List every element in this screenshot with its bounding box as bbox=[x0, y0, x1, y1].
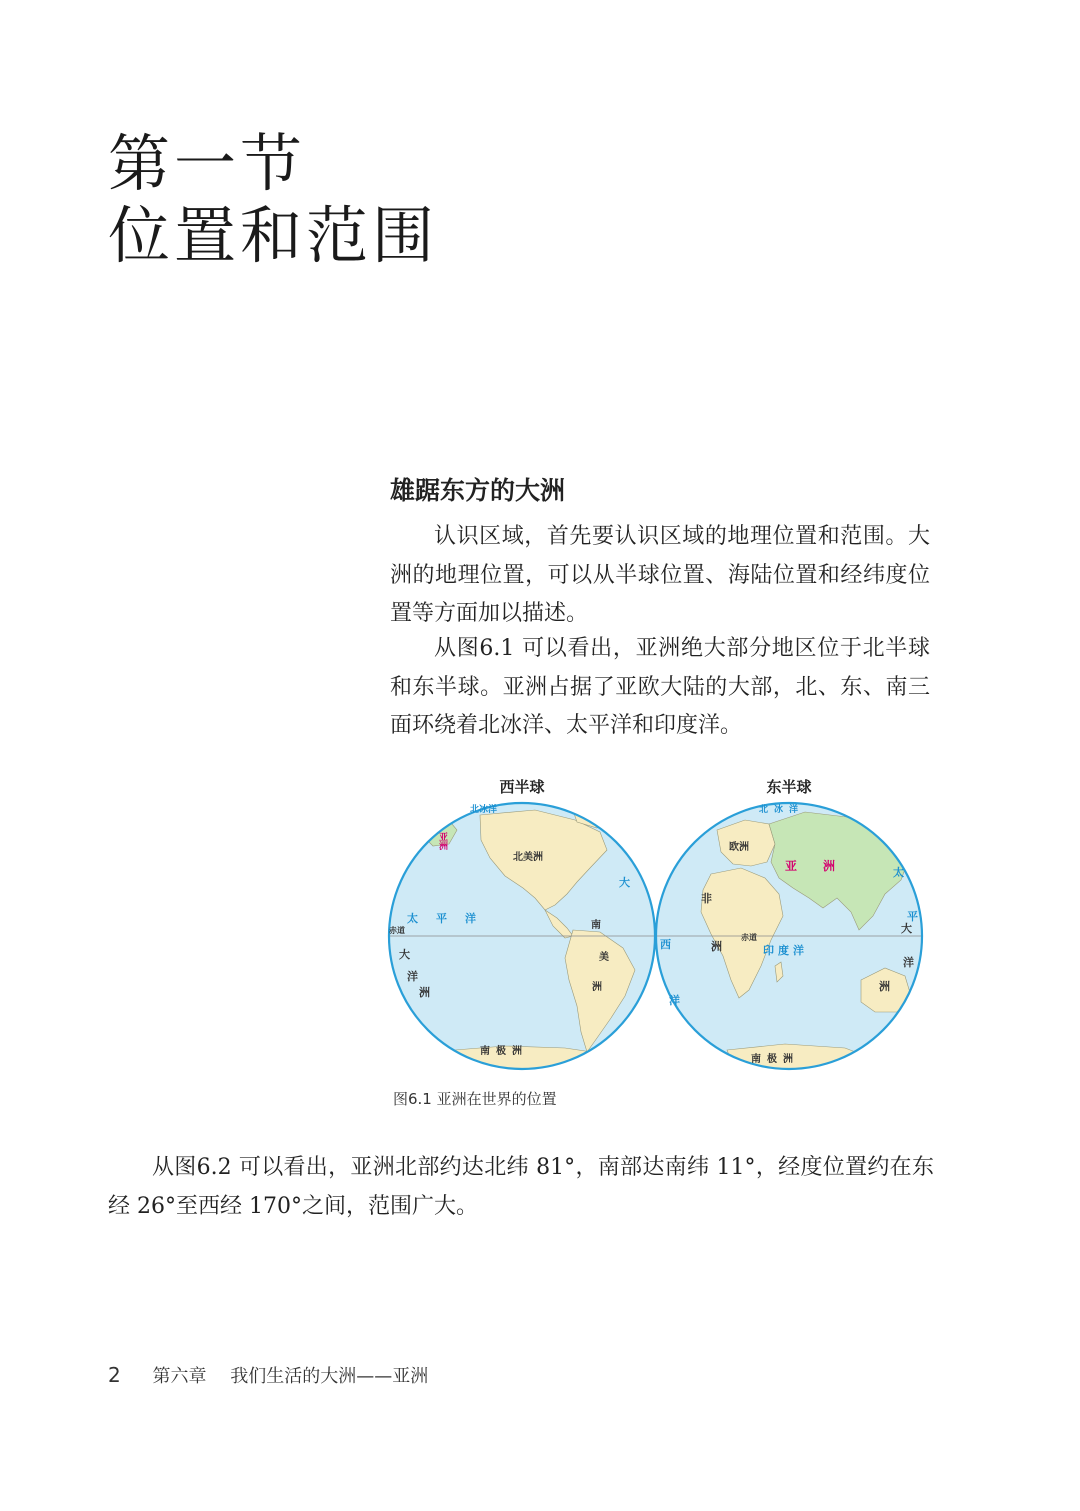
footer-chapter: 第六章 bbox=[152, 1366, 207, 1387]
eastern-hemisphere bbox=[656, 803, 922, 1070]
world-hemispheres-map bbox=[385, 770, 930, 1080]
map-label-pacific-east-3: 大 bbox=[901, 922, 912, 935]
map-label-pacific-east-2: 平 bbox=[907, 910, 918, 923]
body-paragraph: 从图6.1 可以看出，亚洲绝大部分地区位于北半球和东半球。亚洲占据了亚欧大陆的大部，北、东、南三面环绕着北冰洋、太平洋和印度洋。 bbox=[390, 636, 930, 738]
map-label-indian-ocean: 印度洋 bbox=[763, 944, 808, 957]
map-label-south-america-1: 南 bbox=[591, 920, 601, 931]
figure-caption: 图6.1 亚洲在世界的位置 bbox=[393, 1090, 557, 1108]
map-label-oceania: 洲 bbox=[879, 980, 890, 993]
section-number-title: 第一节 bbox=[108, 127, 307, 200]
map-label-antarctica-west: 南极洲 bbox=[480, 1046, 528, 1057]
page-footer bbox=[108, 1362, 428, 1388]
map-label-atlantic-east-2: 洋 bbox=[669, 994, 680, 1007]
map-label-asia-west: 亚洲 bbox=[437, 832, 447, 850]
map-label-pacific-west: 太平洋 bbox=[407, 912, 494, 925]
map-label-pacific-big-1: 大 bbox=[399, 948, 410, 961]
west-hemisphere-title: 西半球 bbox=[499, 778, 545, 796]
map-label-pacific-big-3: 洲 bbox=[419, 986, 430, 999]
map-label-south-america-3: 洲 bbox=[592, 982, 602, 993]
map-label-pacific-east-4: 洋 bbox=[903, 956, 914, 969]
map-label-atlantic-west: 大 bbox=[619, 876, 630, 889]
map-label-equator-east: 赤道 bbox=[741, 933, 757, 942]
body-paragraph: 认识区域，首先要认识区域的地理位置和范围。大洲的地理位置，可以从半球位置、海陆位置和经纬度位置等方面加以描述。 bbox=[390, 524, 930, 626]
map-label-north-america: 北美洲 bbox=[513, 852, 543, 863]
map-label-africa-2: 洲 bbox=[711, 940, 722, 953]
map-label-pacific-big-2: 洋 bbox=[407, 970, 418, 983]
east-hemisphere-title: 东半球 bbox=[766, 778, 812, 796]
map-label-pacific-east-1: 太 bbox=[893, 866, 904, 879]
map-label-antarctica-east: 南极洲 bbox=[751, 1054, 799, 1065]
map-label-south-america-2: 美 bbox=[599, 952, 609, 963]
section-title: 位置和范围 bbox=[108, 199, 439, 272]
map-label-africa-1: 非 bbox=[701, 892, 712, 905]
map-label-arctic-east: 北冰洋 bbox=[759, 805, 805, 815]
map-label-europe: 欧洲 bbox=[729, 842, 749, 853]
subsection-heading: 雄踞东方的大洲 bbox=[390, 476, 566, 505]
footer-chapter-title: 我们生活的大洲——亚洲 bbox=[230, 1366, 429, 1387]
map-label-equator-west: 赤道 bbox=[389, 926, 405, 935]
body-paragraph-wide: 从图6.2 可以看出，亚洲北部约达北纬 81°，南部达南纬 11°，经度位置约在东经 26°至西经 170°之间，范围广大。 bbox=[108, 1155, 934, 1219]
map-label-asia: 亚洲 bbox=[785, 859, 862, 873]
map-label-arctic-west: 北冰洋 bbox=[470, 805, 498, 815]
western-hemisphere bbox=[389, 800, 655, 1070]
page-number: 2 bbox=[108, 1363, 121, 1387]
map-label-atlantic-east-1: 西 bbox=[660, 938, 671, 951]
